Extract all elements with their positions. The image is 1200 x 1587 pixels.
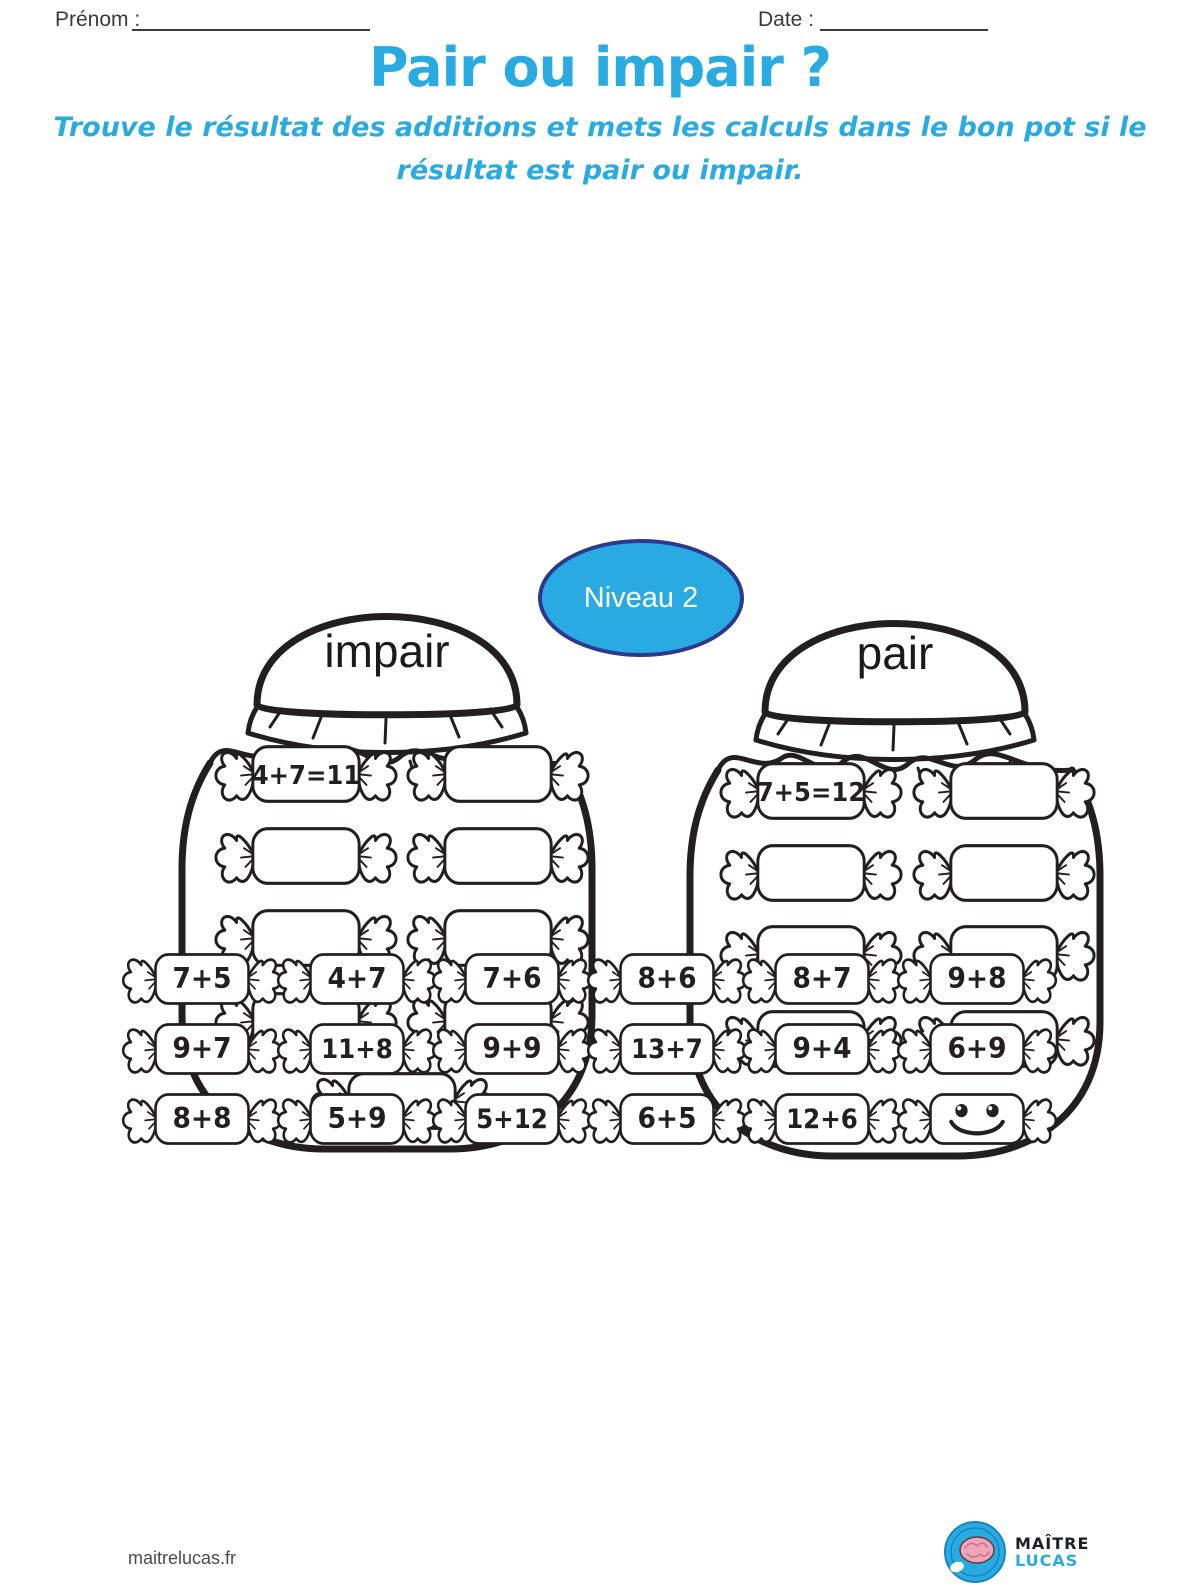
addition-candy: [893, 1014, 1061, 1084]
candy-graphic: [210, 817, 402, 895]
jar-candy-empty: [908, 834, 1100, 912]
level-badge: [538, 539, 744, 657]
candy-graphic: [428, 1084, 596, 1154]
candy-graphic: [402, 735, 594, 813]
addition-candy: [273, 1084, 441, 1154]
candy-equation: 7+5=12: [756, 777, 866, 808]
candy-graphic: [893, 1014, 1061, 1084]
addition-candy: [583, 1014, 751, 1084]
candy-graphic: [118, 944, 286, 1014]
candy-graphic: [908, 752, 1100, 830]
candy-equation: 6+5: [637, 1101, 697, 1136]
addition-candy: [583, 1084, 751, 1154]
addition-candy: [118, 1014, 286, 1084]
candy-equation: 11+8: [321, 1034, 393, 1066]
addition-candy: [583, 944, 751, 1014]
candy-equation: 8+6: [637, 961, 697, 996]
jar-candy-empty: [908, 752, 1100, 830]
prenom-blank-line: [132, 29, 370, 31]
candy-graphic: [893, 944, 1061, 1014]
addition-candy: [428, 1084, 596, 1154]
logo-text-maitre: MAÎTRE: [1015, 1534, 1090, 1553]
addition-candy: [273, 944, 441, 1014]
candy-graphic: [583, 1084, 751, 1154]
candy-equation: 5+12: [476, 1104, 548, 1136]
addition-candy: [893, 944, 1061, 1014]
addition-candy: [428, 944, 596, 1014]
candy-equation: 9+8: [947, 961, 1007, 996]
addition-candy: [738, 1084, 906, 1154]
candy-graphic: [738, 944, 906, 1014]
addition-candy: [428, 1014, 596, 1084]
footer-website: maitrelucas.fr: [128, 1548, 237, 1568]
maitre-lucas-logo: [943, 1520, 1158, 1584]
candy-graphic: [428, 944, 596, 1014]
candy-graphic: [402, 817, 594, 895]
candy-equation: 8+8: [172, 1101, 232, 1136]
candy-equation: 6+9: [947, 1031, 1007, 1066]
jar-impair-label: impair: [324, 625, 450, 677]
candy-equation: 4+7: [327, 961, 387, 996]
candy-equation: 4+7=11: [251, 760, 361, 791]
candy-equation: 13+7: [631, 1034, 703, 1066]
candy-equation: 9+4: [792, 1031, 852, 1066]
addition-candy: [273, 1014, 441, 1084]
candy-graphic: [273, 944, 441, 1014]
addition-candy: [118, 1084, 286, 1154]
candy-graphic: [715, 752, 907, 830]
brain-logo-icon: [943, 1520, 1007, 1584]
smiley-candy: [893, 1084, 1061, 1154]
jar-impair-candy-filled: [210, 735, 402, 813]
jar-pair-label: pair: [856, 627, 934, 679]
candy-graphic: [738, 1014, 906, 1084]
addition-candy: [738, 1014, 906, 1084]
candy-graphic: [273, 1014, 441, 1084]
candy-graphic: [893, 1084, 1061, 1154]
date-blank-line: [820, 29, 988, 31]
jar-candy-empty: [210, 817, 402, 895]
candy-graphic: [738, 1084, 906, 1154]
candy-graphic: [273, 1084, 441, 1154]
candy-equation: 7+6: [482, 961, 542, 996]
candy-graphic: [118, 1014, 286, 1084]
candy-graphic: [908, 834, 1100, 912]
jar-candy-empty: [402, 817, 594, 895]
candy-graphic: [583, 944, 751, 1014]
candy-equation: 5+9: [327, 1101, 387, 1136]
level-badge-text: Niveau 2: [583, 581, 699, 614]
candy-graphic: [428, 1014, 596, 1084]
candy-equation: 12+6: [786, 1104, 858, 1136]
candy-equation: 8+7: [792, 961, 852, 996]
date-label: Date :: [758, 8, 815, 31]
instructions-text: Trouve le résultat des additions et mets les calculs dans le bon pot si le résultat est pair ou impair.: [53, 112, 1147, 186]
candy-graphic: [118, 1084, 286, 1154]
prenom-label: Prénom :: [55, 8, 141, 31]
logo-text-lucas: LUCAS: [1015, 1551, 1079, 1570]
candy-equation: 9+7: [172, 1031, 232, 1066]
candy-graphic: [210, 735, 402, 813]
jar-candy-empty: [715, 834, 907, 912]
candy-equation: 7+5: [172, 961, 232, 996]
jar-pair-candy-filled: [715, 752, 907, 830]
addition-candy: [118, 944, 286, 1014]
worksheet-area: [60, 252, 1116, 1190]
candy-graphic: [715, 834, 907, 912]
candy-equation: 9+9: [482, 1031, 542, 1066]
jar-candy-empty: [402, 735, 594, 813]
candy-graphic: [583, 1014, 751, 1084]
addition-candy: [738, 944, 906, 1014]
page-title: Pair ou impair ?: [369, 36, 831, 99]
